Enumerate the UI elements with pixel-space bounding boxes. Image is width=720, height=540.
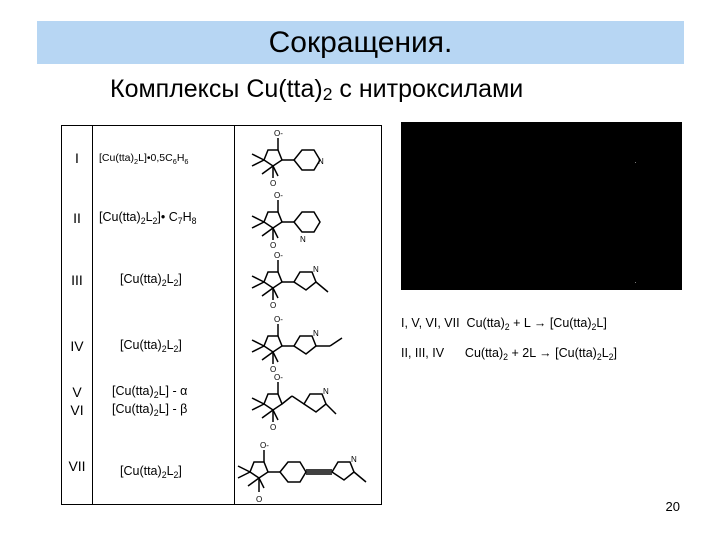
subtitle-text: Комплексы Cu(tta): [110, 75, 323, 103]
complex-number: II: [73, 210, 81, 226]
svg-text:N: N: [313, 265, 319, 274]
svg-text:O: O: [270, 301, 277, 310]
complex-number: VI: [70, 402, 84, 418]
svg-text:O: O: [270, 365, 277, 374]
subtitle-sub: 2: [322, 84, 333, 104]
ligand-structure-pyrazolyl: [234, 250, 382, 310]
table-row: [62, 250, 381, 310]
svg-text:O-: O-: [260, 441, 269, 450]
complex-formula: $[Cu(tta)_2L]$ - β: [112, 402, 188, 418]
table-row: [62, 370, 381, 434]
ligand-structure-ethylpyrazolyl: [234, 314, 382, 374]
arrow-icon: →: [539, 346, 552, 360]
page-number: 20: [665, 499, 680, 514]
svg-text:O-: O-: [274, 251, 283, 260]
svg-text:O: O: [270, 241, 277, 250]
ligand-structure-ethynylpyrazolyl: [220, 440, 382, 504]
svg-text:N: N: [323, 387, 329, 396]
complex-number: IV: [70, 338, 84, 354]
complex-table: [61, 125, 382, 505]
svg-text:O: O: [270, 423, 277, 432]
complex-number: I: [75, 150, 79, 166]
reaction-equation-2: II, III, IV $Cu(tta)_2 + 2L \to [Cu(tta)_2L_2]$: [401, 346, 618, 362]
svg-text:O: O: [256, 495, 263, 504]
complex-formula: $[Cu(tta)_2L]•0,5C_6H_6$: [99, 152, 189, 166]
complex-number: VII: [68, 458, 86, 474]
table-row: [62, 126, 381, 190]
ligand-structure-pyridyl-4: [234, 128, 382, 188]
table-row: [62, 434, 381, 506]
reaction-equation-1: I, V, VI, VII $Cu(tta)_2 + L \to [Cu(tta)_2L]$: [401, 316, 607, 332]
table-row: [62, 190, 381, 250]
black-image-area: [401, 122, 682, 290]
equation-label: I, V, VI, VII: [401, 316, 460, 330]
complex-formula: $[Cu(tta)_2L]$ - α: [112, 384, 188, 400]
title-bar: [37, 21, 684, 64]
ligand-structure-vinylpyrazolyl: [234, 372, 382, 432]
complex-formula: $[Cu(tta)_2L_2]$: [120, 272, 182, 288]
svg-text:O-: O-: [274, 373, 283, 382]
pixel-dot: [635, 282, 636, 283]
svg-text:N: N: [318, 157, 324, 166]
svg-text:O-: O-: [274, 129, 283, 138]
complex-formula: $[Cu(tta)_2L_2]$: [120, 338, 182, 354]
arrow-icon: →: [533, 316, 547, 330]
complex-number: III: [71, 272, 83, 288]
complex-formula: $[Cu(tta)_2L_2]$: [120, 464, 182, 480]
svg-text:N: N: [300, 235, 306, 244]
svg-text:N: N: [351, 455, 357, 464]
table-row: [62, 310, 381, 374]
svg-text:O: O: [270, 179, 277, 188]
complex-formula: $[Cu(tta)_2L_2]•$ $C_7H_8$: [99, 210, 197, 226]
svg-text:N: N: [313, 329, 319, 338]
complex-number: V: [72, 384, 82, 400]
subtitle-tail: с нитроксилами: [332, 75, 524, 103]
ligand-structure-pyridyl-3: [234, 190, 382, 250]
svg-text:O-: O-: [274, 315, 283, 324]
slide-title: Сокращения.: [268, 26, 453, 59]
svg-text:O-: O-: [274, 191, 283, 200]
pixel-dot: [635, 162, 636, 163]
slide-subtitle: [110, 74, 523, 104]
equation-label: II, III, IV: [401, 346, 445, 360]
